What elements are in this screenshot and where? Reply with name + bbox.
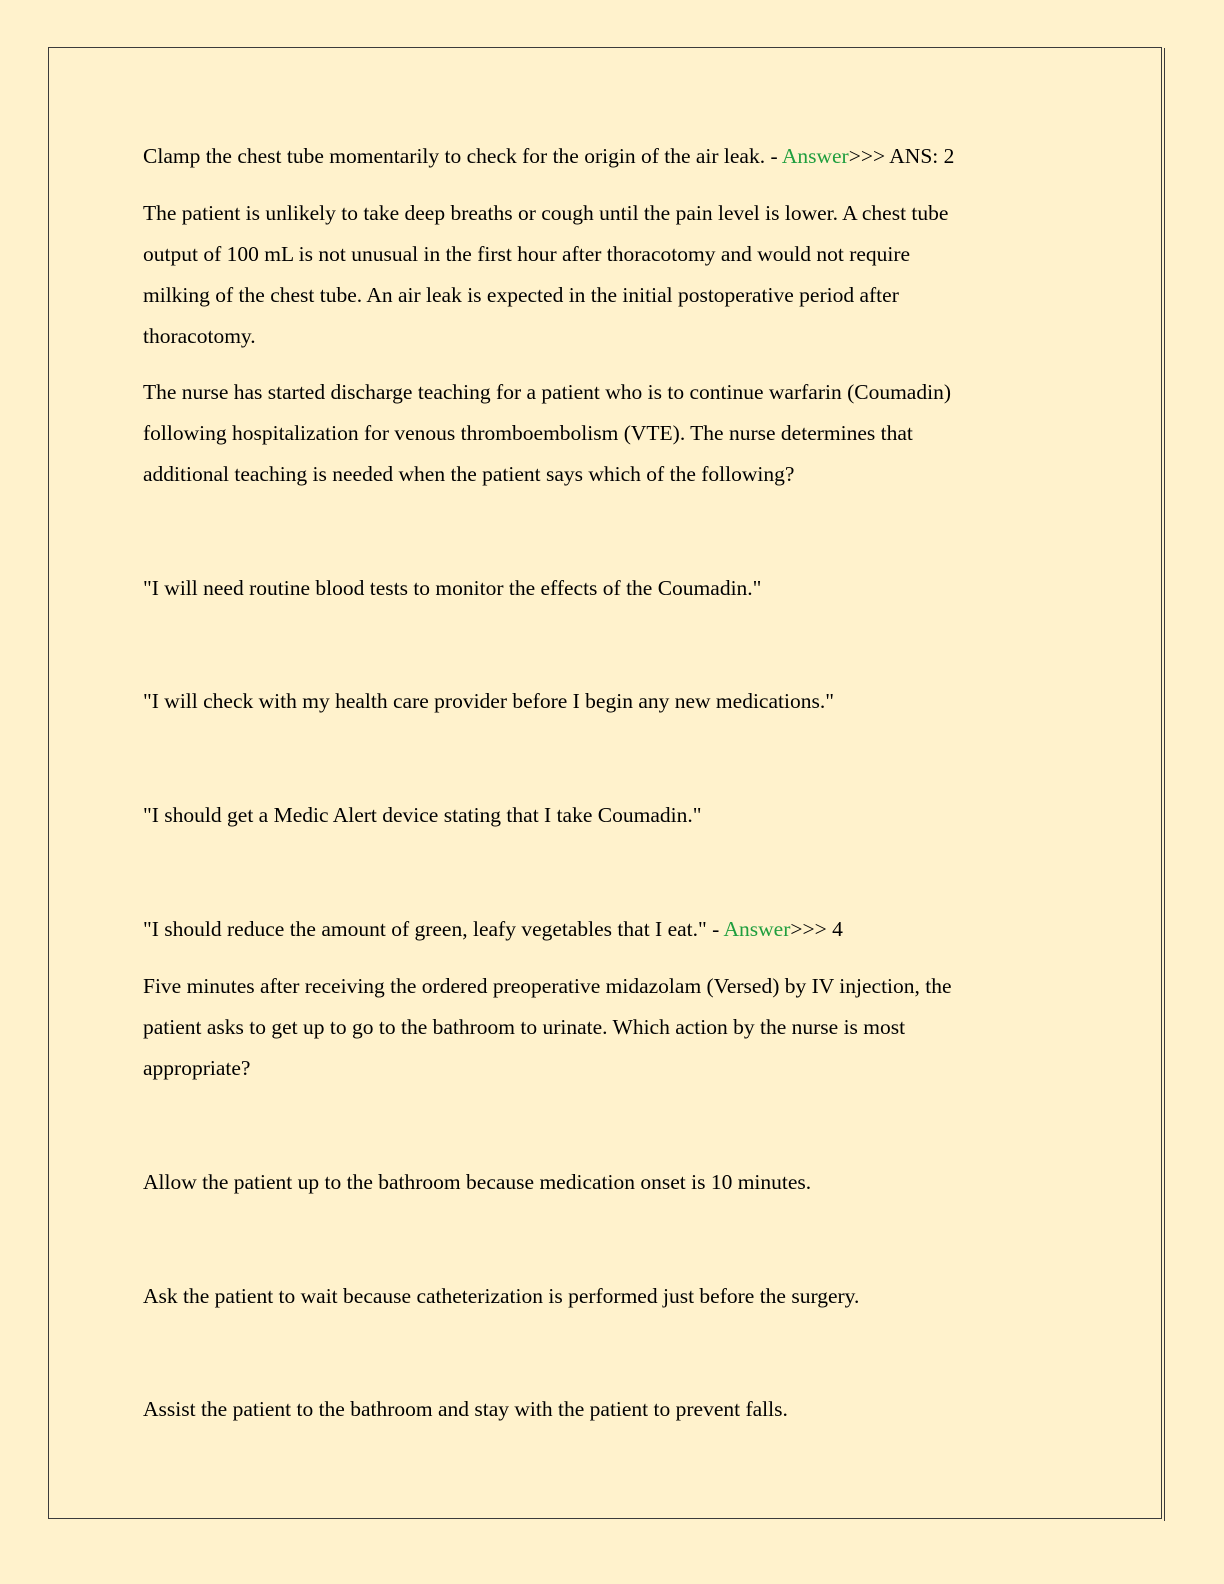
option-line: Assist the patient to the bathroom and stay with the patient to prevent falls.	[143, 1397, 788, 1421]
option-text: "I should reduce the amount of green, leafy vegetables that I eat." -	[143, 917, 724, 941]
answer-value: >>> ANS: 2	[848, 144, 955, 168]
question-line: patient asks to get up to go to the bathroom to urinate. Which action by the nurse is most	[143, 1015, 906, 1039]
rationale-line: output of 100 mL is not unusual in the first hour after thoracotomy and would not require	[143, 242, 911, 266]
rationale-line: milking of the chest tube. An air leak is expected in the initial postoperative period after	[143, 283, 899, 307]
option-line: "I will check with my health care provider before I begin any new medications."	[143, 689, 834, 713]
answer-line-vegetables	[143, 909, 843, 950]
answer-label: Answer	[723, 917, 791, 941]
answer-text: Clamp the chest tube momentarily to check for the origin of the air leak. -	[143, 144, 782, 168]
answer-label: Answer	[781, 144, 849, 168]
question-line: additional teaching is needed when the patient says which of the following?	[143, 462, 795, 486]
rationale-line: The patient is unlikely to take deep breaths or cough until the pain level is lower. A chest tube	[143, 201, 949, 225]
answer-value: >>> 4	[790, 917, 843, 941]
option-line: "I will need routine blood tests to monitor the effects of the Coumadin."	[143, 576, 762, 600]
answer-line-chest-tube	[143, 136, 954, 177]
question-line: Five minutes after receiving the ordered preoperative midazolam (Versed) by IV injection, the	[143, 974, 952, 998]
question-line: The nurse has started discharge teaching for a patient who is to continue warfarin (Coumadin)	[143, 380, 951, 404]
option-line: Ask the patient to wait because catheterization is performed just before the surgery.	[143, 1284, 860, 1308]
question-line: following hospitalization for venous thromboembolism (VTE). The nurse determines that	[143, 421, 913, 445]
option-line: "I should get a Medic Alert device stating that I take Coumadin."	[143, 803, 702, 827]
option-line: Allow the patient up to the bathroom because medication onset is 10 minutes.	[143, 1170, 812, 1194]
question-line: appropriate?	[143, 1056, 251, 1080]
rationale-line: thoracotomy.	[143, 324, 256, 348]
